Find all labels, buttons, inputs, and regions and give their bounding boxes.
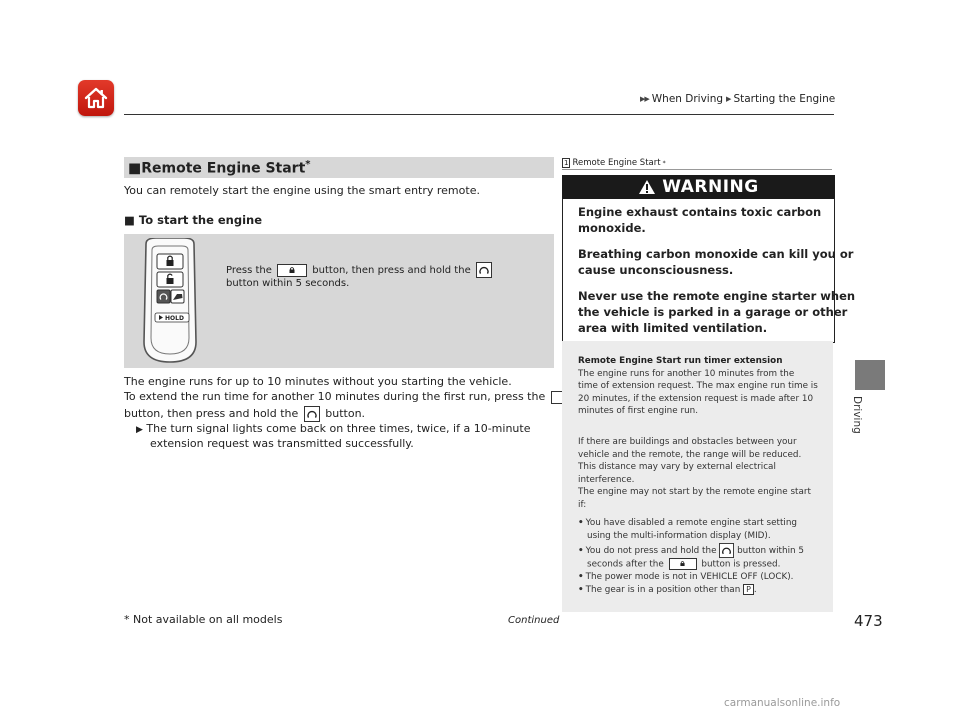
watermark: carmanualsonline.info — [724, 697, 841, 709]
note-bullet: • The gear is in a position other than P . — [578, 585, 757, 595]
body-text: To extend the run time for another 10 minutes during the first run, press the — [124, 389, 583, 404]
breadcrumb-item[interactable]: Starting the Engine — [733, 93, 836, 105]
illustration-caption: Press the button, then press and hold the button within 5 seconds. — [226, 262, 494, 290]
fob-remote-start-button — [157, 290, 170, 303]
remote-start-icon — [304, 406, 320, 422]
continued-label: Continued — [508, 615, 560, 626]
fob-lock-button — [157, 254, 183, 269]
remote-start-icon — [719, 543, 734, 558]
warning-text: Never use the remote engine starter when the vehicle is parked in a garage or other area with limited ventilation. — [578, 289, 856, 335]
note-marker-icon: 1 — [564, 159, 569, 167]
breadcrumb-arrow-icon: ▶ — [726, 95, 731, 103]
intro-text: You can remotely start the engine using the smart entry remote. — [124, 184, 480, 197]
breadcrumb-item[interactable]: When Driving — [651, 93, 724, 105]
header-divider — [124, 114, 834, 115]
body-text: The engine runs for up to 10 minutes without you starting the vehicle. — [124, 375, 512, 388]
breadcrumb — [640, 93, 835, 105]
subsection-title: ■ To start the engine — [124, 213, 263, 227]
note-text: If there are buildings and obstacles between your vehicle and the remote, the range will be reduced. This distance may vary by external electrical interference. The engine may not start by the remote engine start if: — [578, 437, 811, 510]
fob-hold-label — [155, 313, 189, 322]
section-title-bar — [124, 157, 554, 178]
result-text: extension request was transmitted successfully. — [150, 437, 414, 450]
fob-unlock-button — [157, 272, 183, 287]
result-arrow-icon: ▶ — [136, 425, 143, 435]
lock-button-icon — [669, 558, 697, 570]
note-bullet: • You do not press and hold the button within 5 seconds after the button is pressed. — [578, 543, 804, 571]
home-button[interactable] — [78, 80, 114, 116]
footnote: * Not available on all models — [124, 613, 283, 626]
body-text: button, then press and hold the button. — [124, 407, 366, 420]
chapter-label: Driving — [851, 396, 863, 434]
chapter-tab[interactable] — [855, 360, 885, 390]
svg-text:HOLD: HOLD — [165, 315, 184, 323]
fob-trunk-button — [171, 290, 184, 303]
result-text: ▶ The turn signal lights come back on three times, twice, if a 10-minute — [136, 422, 531, 435]
note-bullet: • The power mode is not in VEHICLE OFF (LOCK). — [578, 572, 794, 582]
key-fob-illustration — [136, 238, 226, 364]
warning-icon — [638, 179, 656, 195]
warning-text: Breathing carbon monoxide can kill you or cause unconsciousness. — [578, 247, 854, 277]
breadcrumb-arrow-icon: ▶▶ — [640, 95, 649, 103]
warning-text: Engine exhaust contains toxic carbon monoxide. — [578, 205, 822, 235]
page-number: 473 — [854, 612, 883, 630]
section-title: ■Remote Engine Start* — [128, 158, 311, 177]
note-bullet: • You have disabled a remote engine start setting using the multi-information display (MID). — [578, 518, 797, 541]
gear-p-key: P — [743, 584, 754, 595]
lock-button-icon — [277, 264, 307, 277]
remote-start-icon — [476, 262, 492, 278]
warning-header: WARNING — [562, 175, 835, 199]
note-header: 1 Remote Engine Start * — [562, 157, 832, 170]
home-icon — [83, 86, 109, 110]
note-text: Remote Engine Start run timer extension The engine runs for another 10 minutes from the time of extension request. The max engine run time is 20 minutes, if the extension request is made after 10 minutes of first engine run. — [578, 356, 818, 416]
